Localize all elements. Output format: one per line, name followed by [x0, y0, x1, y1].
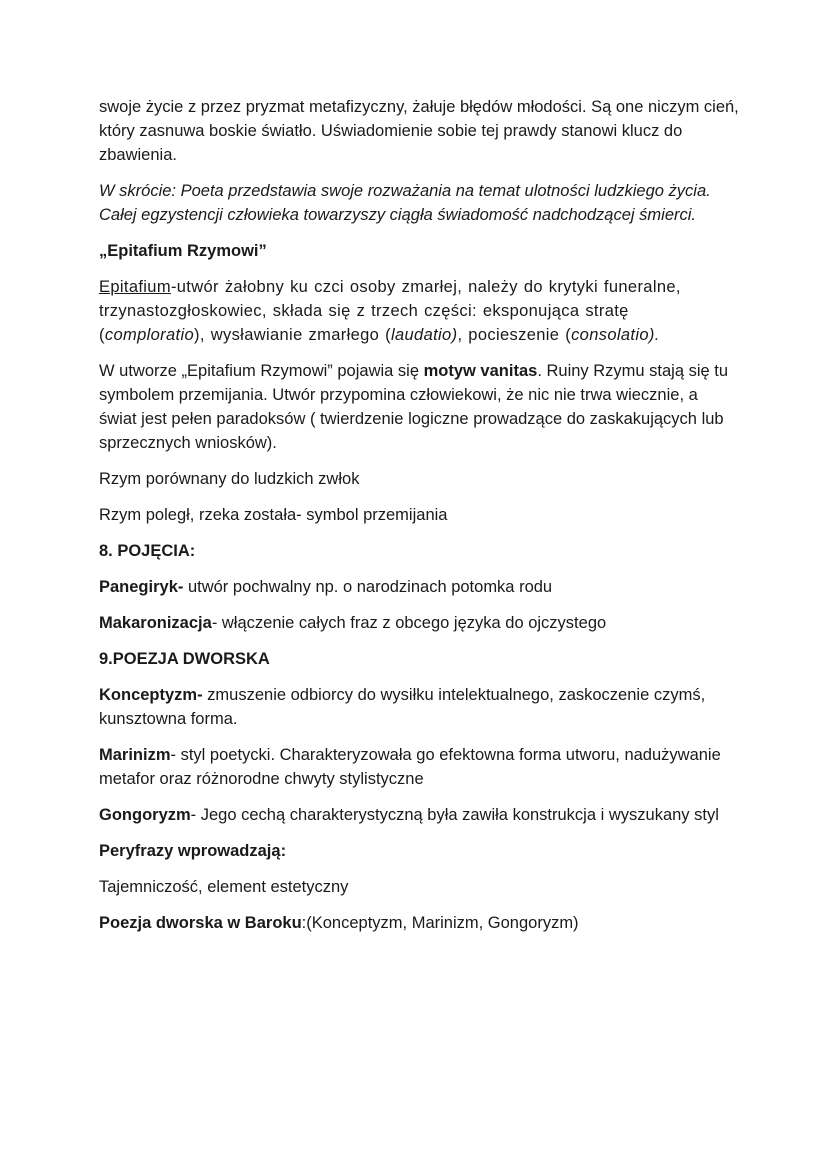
definition-poezja-baroku — [99, 911, 739, 935]
definition-panegiryk-text: utwór pochwalny np. o narodzinach potomka rodu — [183, 578, 553, 596]
line-zwlok-text: Rzym porównany do ludzkich zwłok — [99, 470, 360, 488]
heading-text: „Epitafium Rzymowi” — [99, 242, 267, 260]
definition-makaronizacja — [99, 611, 739, 635]
term-poezja-baroku: Poezja dworska w Baroku — [99, 914, 302, 932]
definition-konceptyzm — [99, 683, 739, 731]
paragraph-text: swoje życie z przez pryzmat metafizyczny, żałuje błędów młodości. Są one niczym cień, który zasnuwa boskie światło. Uświadomienie sobie tej prawdy stanowi klucz do zbawienia. — [99, 98, 739, 164]
heading-poezja-dworska — [99, 647, 739, 671]
heading-peryfrazy — [99, 839, 739, 863]
heading-pojecia — [99, 539, 739, 563]
definition-konceptyzm-text: zmuszenie odbiorcy do wysiłku intelektualnego, zaskoczenie czymś, kunsztowna forma. — [99, 686, 706, 728]
vanitas-bold: motyw vanitas — [423, 362, 538, 380]
peryfrazy-line — [99, 875, 739, 899]
heading-peryfrazy-text: Peryfrazy wprowadzają: — [99, 842, 287, 860]
term-konceptyzm: Konceptyzm- — [99, 686, 203, 704]
definition-text-b: ), wysławianie zmarłego ( — [194, 326, 391, 344]
heading-poezja-text: 9.POEZJA DWORSKA — [99, 650, 270, 668]
definition-gongoryzm-text: - Jego cechą charakterystyczną była zawiła konstrukcja i wyszukany styl — [190, 806, 719, 824]
term-laudatio: laudatio) — [390, 326, 458, 344]
heading-pojecia-text: 8. POJĘCIA: — [99, 542, 196, 560]
definition-marinizm — [99, 743, 739, 791]
term-makaronizacja: Makaronizacja — [99, 614, 212, 632]
line-zwlok — [99, 467, 739, 491]
line-polegl-text: Rzym poległ, rzeka została- symbol przemijania — [99, 506, 448, 524]
heading-epitafium — [99, 239, 739, 263]
definition-makaronizacja-text: - włączenie całych fraz z obcego języka do ojczystego — [211, 614, 607, 632]
summary-text: W skrócie: Poeta przedstawia swoje rozważania na temat ulotności ludzkiego życia. Całej egzystencji człowieka towarzyszy ciągła świadomość nadchodzącej śmierci. — [99, 182, 711, 224]
definition-marinizm-text: - styl poetycki. Charakteryzowała go efektowna forma utworu, nadużywanie metafor oraz różnorodne chwyty stylistyczne — [99, 746, 721, 788]
term-consolatio: consolatio). — [571, 326, 660, 344]
definition-gongoryzm — [99, 803, 739, 827]
definition-panegiryk — [99, 575, 739, 599]
line-polegl — [99, 503, 739, 527]
term-panegiryk: Panegiryk- — [99, 578, 184, 596]
term-marinizm: Marinizm — [99, 746, 171, 764]
vanitas-post: . Ruiny Rzymu stają się tu symbolem przemijania. Utwór przypomina człowiekowi, że nic nie trwa wiecznie, a świat jest pełen paradoksów ( twierdzenie logiczne prowadzące do zaskakujących lub sprzecznych wniosków). — [99, 362, 729, 452]
term-comploratio: comploratio — [104, 326, 194, 344]
vanitas-pre: W utworze „Epitafium Rzymowi” pojawia się — [99, 362, 424, 380]
paragraph-continuation — [99, 95, 739, 167]
definition-poezja-baroku-text: :(Konceptyzm, Marinizm, Gongoryzm) — [301, 914, 579, 932]
term-epitafium: Epitafium — [99, 278, 171, 296]
summary-paragraph — [99, 179, 739, 227]
term-gongoryzm: Gongoryzm — [99, 806, 191, 824]
peryfrazy-text: Tajemniczość, element estetyczny — [99, 878, 349, 896]
definition-epitafium — [99, 275, 739, 347]
definition-text-c: , pocieszenie ( — [457, 326, 572, 344]
definition-text-a: -utwór żałobny ku czci osoby zmarłej, należy do krytyki funeralne, trzynastozgłoskowiec, składa się z trzech części: eksponująca stratę ( — [99, 278, 681, 344]
document-page — [99, 95, 739, 947]
vanitas-paragraph — [99, 359, 739, 455]
